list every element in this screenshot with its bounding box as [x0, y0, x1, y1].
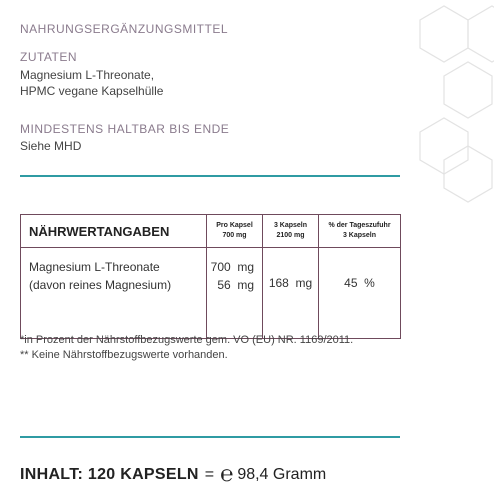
table-row [21, 248, 401, 339]
cell-daily-percent: 45 % [319, 248, 401, 339]
header-line: 700 mg [222, 232, 247, 239]
estimated-sign-icon: ℮ [220, 462, 234, 487]
expiry-title: MINDESTENS HALTBAR BIS ENDE [20, 122, 230, 136]
name-line: (davon reines Magnesium) [29, 278, 172, 292]
header-line: Pro Kapsel [216, 222, 253, 229]
ingredient-line: Magnesium L-Threonate, [20, 68, 155, 82]
ingredient-line: HPMC vegane Kapselhülle [20, 84, 164, 98]
cell-name [21, 248, 207, 339]
category-title: NAHRUNGSERGÄNZUNGSMITTEL [20, 22, 229, 36]
table-header-row [21, 215, 401, 248]
equals-sign: = [204, 466, 215, 483]
header-line: 3 Kapseln [342, 232, 377, 239]
header-line: 3 Kapseln [273, 222, 308, 229]
nutrition-table [20, 214, 401, 339]
footnote: ** Keine Nährstoffbezugswerte vorhanden. [20, 349, 228, 361]
expiry-value: Siehe MHD [20, 139, 82, 153]
ingredients-list [20, 67, 163, 99]
content-line [20, 462, 327, 487]
content-weight: 98,4 Gramm [237, 466, 327, 483]
header-line: % der Tageszufuhr [328, 222, 391, 229]
content-label: INHALT: 120 KAPSELN [20, 466, 199, 483]
value-line: 56 mg [217, 278, 254, 292]
header-line: 2100 mg [276, 232, 305, 239]
ingredients-title: ZUTATEN [20, 50, 78, 64]
divider-bottom [20, 436, 400, 438]
footnotes [20, 333, 353, 363]
footnote: *in Prozent der Nährstoffbezugswerte gem. VO (EU) NR. 1169/2011. [20, 334, 354, 346]
table-header-daily-percent [319, 215, 401, 248]
cell-per-capsule [207, 248, 263, 339]
table-header-three-capsules [263, 215, 319, 248]
name-line: Magnesium L-Threonate [29, 260, 160, 274]
cell-three-capsules: 168 mg [263, 248, 319, 339]
divider-top [20, 175, 400, 177]
value-line: 700 mg [210, 260, 254, 274]
table-header-per-capsule [207, 215, 263, 248]
table-header-main: NÄHRWERTANGABEN [21, 215, 207, 248]
